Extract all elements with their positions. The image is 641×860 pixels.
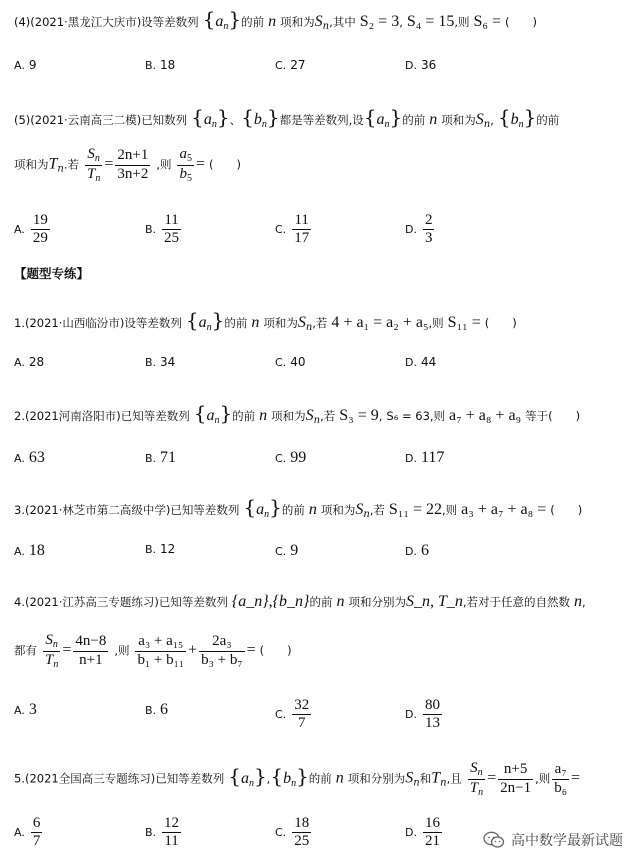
option-b[interactable]: B. $\frac{11}{25}$ xyxy=(145,212,180,247)
p1-ask: S₁₁ = xyxy=(447,314,481,331)
p1-condition: 4 + a₁ = a₂ + a₅ xyxy=(331,314,429,331)
section-title: 【题型专练】 xyxy=(14,266,90,281)
option-a[interactable]: A. 3 xyxy=(14,701,37,718)
q4-ask: S₆ = xyxy=(473,13,502,30)
option-c[interactable]: C. 99 xyxy=(275,449,307,466)
question-5-line1: (5)(2021·云南高三二模)已知数列 $\{a_n\}$、$\{b_n\}$都是等差数列,设$\{a_n\}$的前 n 项和为$S_n$, $\{b_n\}$的前 xyxy=(14,105,560,130)
question-4: (4)(2021·黑龙江大庆市)设等差数列 $\{a_n\}$的前 n 项和为$S_n$,其中 S₂ = 3, S₄ = 15,则 S₆ = ( ) xyxy=(14,7,537,32)
practice-3-options xyxy=(14,542,634,570)
practice-4-line1: 4.(2021·江苏高三专题练习)已知等差数列 {a_n},{b_n}的前 n 项和分别为S_n, T_n,若对于任意的自然数 n, xyxy=(14,593,586,610)
option-c[interactable]: C. $\frac{18}{25}$ xyxy=(275,815,310,850)
option-a[interactable]: A. 28 xyxy=(14,355,45,369)
q5-ratio-lhs: $\frac{S_n}{T_n}$ xyxy=(87,146,101,184)
option-d[interactable]: D. $\frac{16}{21}$ xyxy=(405,815,440,850)
question-5-line2: 项和为$T_n$.若 $\frac{S_n}{T_n}$ = $\frac{2n+1}{3n+2}$ ,则 $\frac{a_5}{b_5}$ = ( ) xyxy=(14,146,241,184)
option-b[interactable]: B. 34 xyxy=(145,355,176,369)
practice-2-options xyxy=(14,449,634,477)
option-a[interactable]: A. 63 xyxy=(14,449,45,466)
practice-4-line2: 都有 $\frac{S_n}{T_n}$ = $\frac{4n-8}{n+1}$ ,则 $\frac{\text{a₃ + a₁₅}}{\text{b₁ + b₁₁}}$ + $\frac{\text{2a₃}}{\text{b₃ + b₇}}$ = ( ) xyxy=(14,632,292,670)
question-4-source: (4)(2021·黑龙江大庆市)设等差数列 xyxy=(14,15,199,29)
option-b[interactable]: B. 18 xyxy=(145,58,176,72)
option-d[interactable]: D. 36 xyxy=(405,58,437,72)
option-a[interactable]: A. 9 xyxy=(14,58,37,72)
option-d[interactable]: D. 44 xyxy=(405,355,437,369)
question-5-options xyxy=(14,212,634,248)
option-d[interactable]: D. 6 xyxy=(405,542,429,559)
option-c[interactable]: C. 27 xyxy=(275,58,306,72)
q5-ratio-rhs: $\frac{2n+1}{3n+2}$ xyxy=(117,147,149,182)
option-b[interactable]: B. $\frac{12}{11}$ xyxy=(145,815,180,850)
option-d[interactable]: D. 117 xyxy=(405,449,445,466)
option-b[interactable]: B. 12 xyxy=(145,542,176,556)
option-a[interactable]: A. $\frac{19}{29}$ xyxy=(14,212,48,247)
option-a[interactable]: A. $\frac{6}{7}$ xyxy=(14,815,41,850)
practice-1-options xyxy=(14,355,634,383)
watermark-text: 高中数学最新试题 xyxy=(511,833,623,849)
option-c[interactable]: C. $\frac{11}{17}$ xyxy=(275,212,310,247)
option-c[interactable]: C. $\frac{32}{7}$ xyxy=(275,697,310,732)
q4-eq2: S₄ = 15 xyxy=(406,13,455,30)
practice-4-options xyxy=(14,697,634,733)
question-4-options xyxy=(14,58,634,86)
option-d[interactable]: D. $\frac{80}{13}$ xyxy=(405,697,440,732)
watermark xyxy=(483,830,623,850)
q4-eq1: S₂ = 3 xyxy=(359,13,400,30)
practice-3: 3.(2021·林芝市第二高级中学)已知等差数列 $\{a_n\}$的前 n 项和为$S_n$,若 S₁₁ = 22,则 a₃ + a₇ + a₈ = ( ) xyxy=(14,495,583,520)
option-b[interactable]: B. 6 xyxy=(145,701,169,718)
option-d[interactable]: D. $\frac{2}{3}$ xyxy=(405,212,433,247)
q5-ask: $\frac{a_5}{b_5}$ xyxy=(179,146,192,184)
option-a[interactable]: A. 18 xyxy=(14,542,45,559)
option-c[interactable]: C. 40 xyxy=(275,355,306,369)
option-c[interactable]: C. 9 xyxy=(275,542,299,559)
practice-2: 2.(2021河南洛阳市)已知等差数列 $\{a_n\}$的前 n 项和为$S_n$,若 S₃ = 9, S₆ = 63,则 a₇ + a₈ + a₉ 等于( ) xyxy=(14,401,581,426)
option-b[interactable]: B. 71 xyxy=(145,449,177,466)
wechat-icon xyxy=(483,831,505,849)
practice-1: 1.(2021·山西临汾市)设等差数列 $\{a_n\}$的前 n 项和为$S_n$,若 4 + a₁ = a₂ + a₅,则 S₁₁ = ( ) xyxy=(14,308,517,333)
practice-5: 5.(2021全国高三专题练习)已知等差数列 $\{a_n\},\{b_n\}$的前 n 项和分别为$S_n$和$T_n$,且 $\frac{S_n}{T_n}$ = $\frac{n+5}{2n-1}$ ,则 $\frac{\text{a₇}}{\text{b₆}}$ = xyxy=(14,760,581,798)
